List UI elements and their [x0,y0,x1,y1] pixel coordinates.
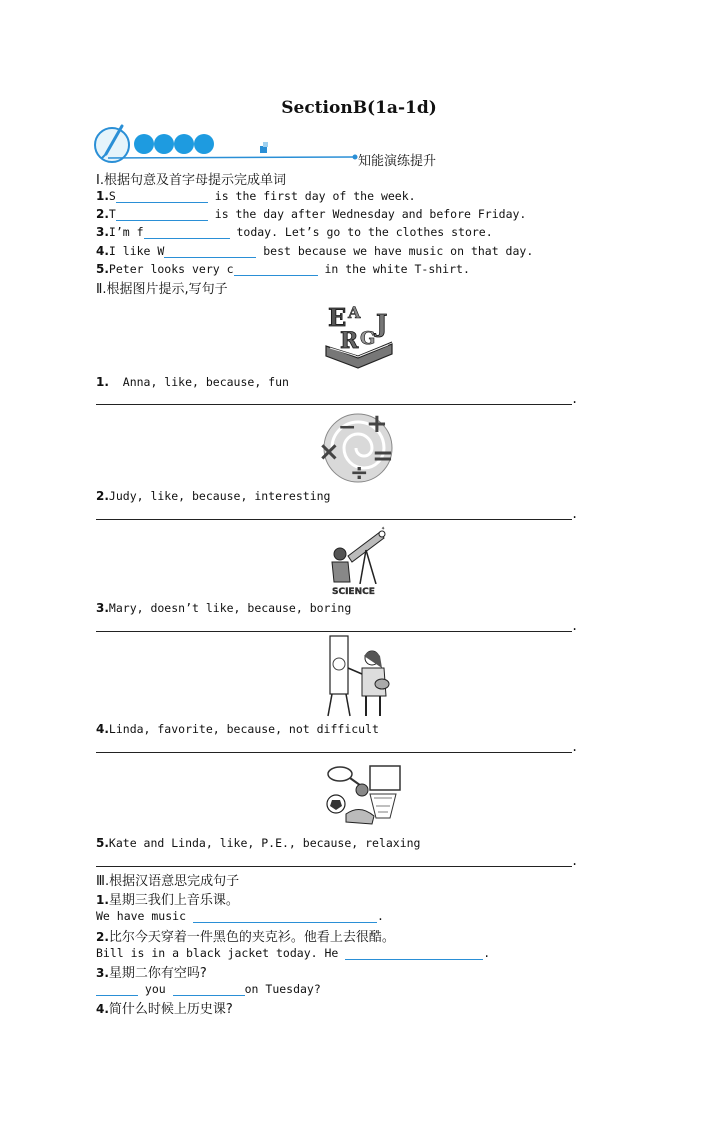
banner-dot [194,134,214,154]
english-book-picture [320,296,398,372]
svg-text:J: J [376,309,388,338]
svg-text:+: + [366,410,388,439]
picture-prompt-3: 3.Mary, doesn’t like, because, boring [96,601,352,615]
translate-item-4-chinese: 4.简什么时候上历史课? [96,1002,233,1017]
picture-prompt-5: 5.Kate and Linda, like, P.E., because, relaxing [96,836,421,850]
svg-text:÷: ÷ [350,461,369,486]
answer-blank[interactable] [116,208,208,221]
svg-text:A: A [348,303,361,322]
writing-line[interactable] [96,631,572,632]
answer-blank[interactable] [173,983,245,996]
fill-item-1: 1.S is the first day of the week. [96,189,416,203]
fill-item-3: 3.I’m f today. Let’s go to the clothes store. [96,225,493,239]
section1-heading: Ⅰ.根据句意及首字母提示完成单词 [96,173,286,188]
banner-dot [154,134,174,154]
answer-blank[interactable] [234,263,318,276]
svg-text:−: − [338,415,357,440]
answer-blank[interactable] [116,190,208,203]
svg-text:R: R [340,328,359,354]
science-telescope-picture [326,522,388,598]
answer-blank[interactable] [193,910,377,923]
writing-line[interactable] [96,866,572,867]
translate-item-1-english: We have music . [96,909,384,923]
banner-dot [134,134,154,154]
translate-item-2-chinese: 2.比尔今天穿着一件黑色的夹克衫。他看上去很酷。 [96,930,395,945]
picture-prompt-1: 1. Anna, like, because, fun [96,375,289,389]
svg-text:✦: ✦ [381,524,386,532]
answer-blank[interactable] [144,226,230,239]
answer-blank[interactable] [345,947,483,960]
math-symbols-picture [314,410,402,486]
section3-heading: Ⅲ.根据汉语意思完成句子 [96,874,240,889]
writing-line[interactable] [96,404,572,405]
section-banner [94,120,374,166]
page-title: SectionB(1a-1d) [281,98,437,118]
writing-line[interactable] [96,752,572,753]
section2-heading: Ⅱ.根据图片提示,写句子 [96,282,228,297]
art-painting-picture [326,634,392,720]
fill-item-2: 2.T is the day after Wednesday and before Friday. [96,207,527,221]
writing-line[interactable] [96,519,572,520]
translate-item-3-chinese: 3.星期二你有空吗? [96,966,207,981]
sports-equipment-picture [316,760,404,830]
svg-text:=: = [372,441,394,471]
fill-item-4: 4.I like W best because we have music on that day. [96,244,534,258]
svg-text:E: E [328,303,347,332]
banner-label: 知能演练提升 [358,154,437,169]
banner-dot [174,134,194,154]
translate-item-3-english: you on Tuesday? [96,982,321,996]
answer-blank[interactable] [164,245,256,258]
answer-blank[interactable] [96,983,138,996]
picture-prompt-4: 4.Linda, favorite, because, not difficult [96,722,379,736]
science-label: SCIENCE [332,587,375,597]
svg-text:G: G [360,328,376,349]
translate-item-2-english: Bill is in a black jacket today. He . [96,946,491,960]
fill-item-5: 5.Peter looks very c in the white T-shirt. [96,262,470,276]
picture-prompt-2: 2.Judy, like, because, interesting [96,489,331,503]
svg-text:×: × [318,437,340,467]
translate-item-1-chinese: 1.星期三我们上音乐课。 [96,893,239,908]
